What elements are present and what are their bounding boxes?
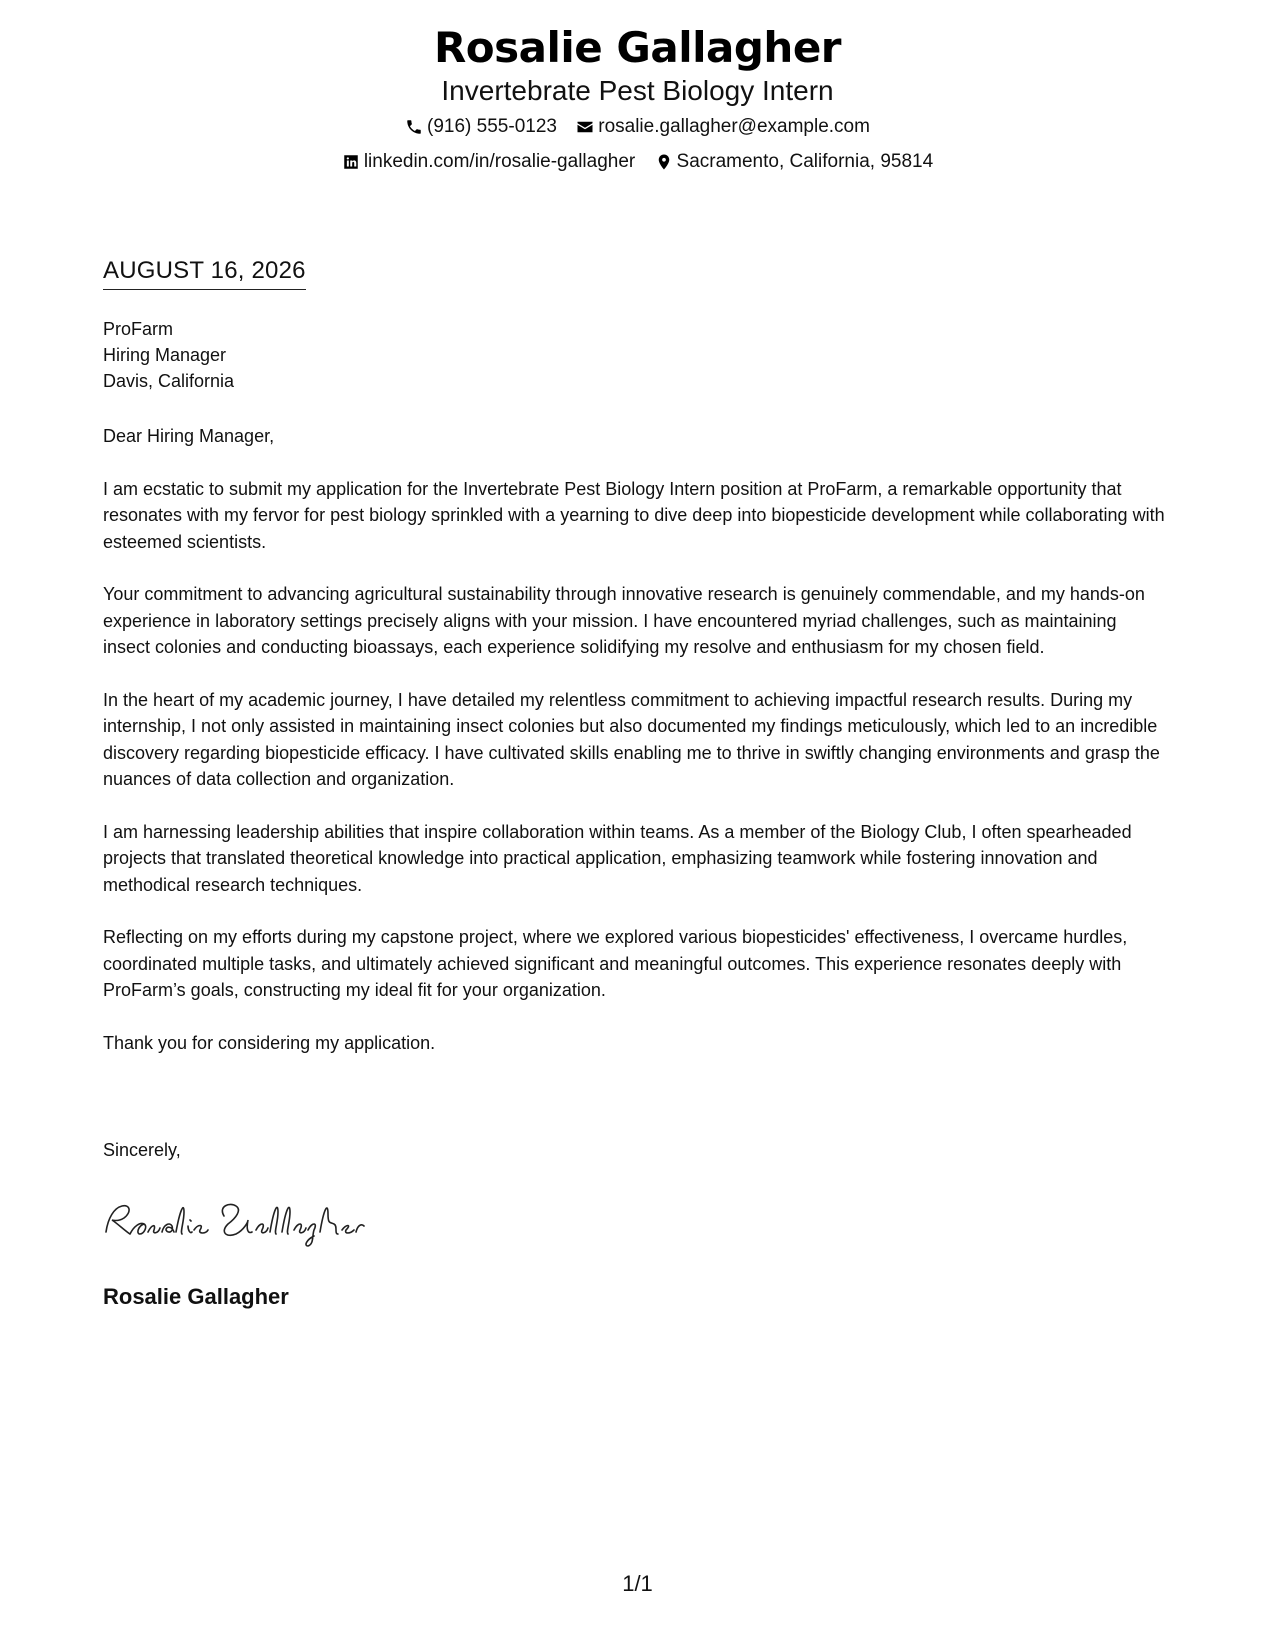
paragraph-1: I am ecstatic to submit my application for the Invertebrate Pest Biology Intern position at ProFarm, a remarkable opportunity that resonates with my fervor for pest biology sprinkled with a yearning to dive deep into biopesticide development while collaborating with esteemed scientists.	[103, 478, 1165, 552]
page-number: 1/1	[622, 1571, 653, 1596]
contact-linkedin[interactable]	[342, 150, 635, 174]
recipient-block	[103, 316, 234, 394]
handwritten-signature	[100, 1190, 370, 1250]
contact-location	[655, 150, 934, 174]
linkedin-text: linkedin.com/in/rosalie-gallagher	[363, 151, 636, 172]
letter-date: AUGUST 16, 2026	[103, 256, 306, 290]
contact-line-1	[0, 115, 1275, 143]
map-pin-icon	[655, 153, 673, 171]
salutation: Dear Hiring Manager,	[103, 426, 275, 446]
location-text: Sacramento, California, 95814	[676, 151, 934, 172]
paragraph-5: Reflecting on my efforts during my capstone project, where we explored various biopesticides' effectiveness, I overcame hurdles, coordinated multiple tasks, and ultimately achieved significant and meaningful outcomes. This experience resonates deeply with ProFarm’s goals, constructing my ideal fit for your organization.	[103, 927, 1128, 1000]
contact-email[interactable]	[576, 115, 870, 139]
recipient-location: Davis, California	[103, 371, 235, 391]
phone-text: (916) 555-0123	[427, 116, 557, 137]
paragraph-2: Your commitment to advancing agricultural sustainability through innovative research is genuinely commendable, and my hands-on experience in laboratory settings precisely aligns with your mission. I have encountered myriad challenges, such as maintaining insect colonies and conducting bioassays, each experience solidifying my resolve and enthusiasm for my chosen field.	[103, 584, 1145, 657]
applicant-name: Rosalie Gallagher	[433, 23, 842, 72]
paragraph-6: Thank you for considering my application.	[103, 1032, 436, 1053]
contact-line-2	[0, 150, 1275, 178]
contact-phone[interactable]	[405, 115, 557, 139]
recipient-title: Hiring Manager	[103, 345, 227, 365]
recipient-company: ProFarm	[103, 319, 174, 339]
email-text: rosalie.gallagher@example.com	[598, 116, 870, 137]
closing: Sincerely,	[103, 1140, 181, 1160]
paragraph-4: I am harnessing leadership abilities that inspire collaboration within teams. As a member of the Biology Club, I often spearheaded projects that translated theoretical knowledge into practical application, emphasizing teamwork while fostering innovation and methodical research techniques.	[103, 821, 1132, 895]
envelope-icon	[576, 118, 594, 136]
paragraph-3: In the heart of my academic journey, I have detailed my relentless commitment to achieving impactful research results. During my internship, I not only assisted in maintaining insect colonies but also documented my findings meticulously, which led to an incredible discovery regarding biopesticide efficacy. I have cultivated skills enabling me to thrive in swiftly changing environments and grasp the nuances of data collection and organization.	[103, 689, 1160, 789]
phone-icon	[405, 118, 423, 136]
applicant-role: Invertebrate Pest Biology Intern	[441, 75, 834, 106]
letter-body	[103, 423, 1168, 1082]
linkedin-icon	[342, 153, 360, 171]
letter-header	[0, 22, 1275, 178]
signed-name: Rosalie Gallagher	[103, 1284, 289, 1309]
